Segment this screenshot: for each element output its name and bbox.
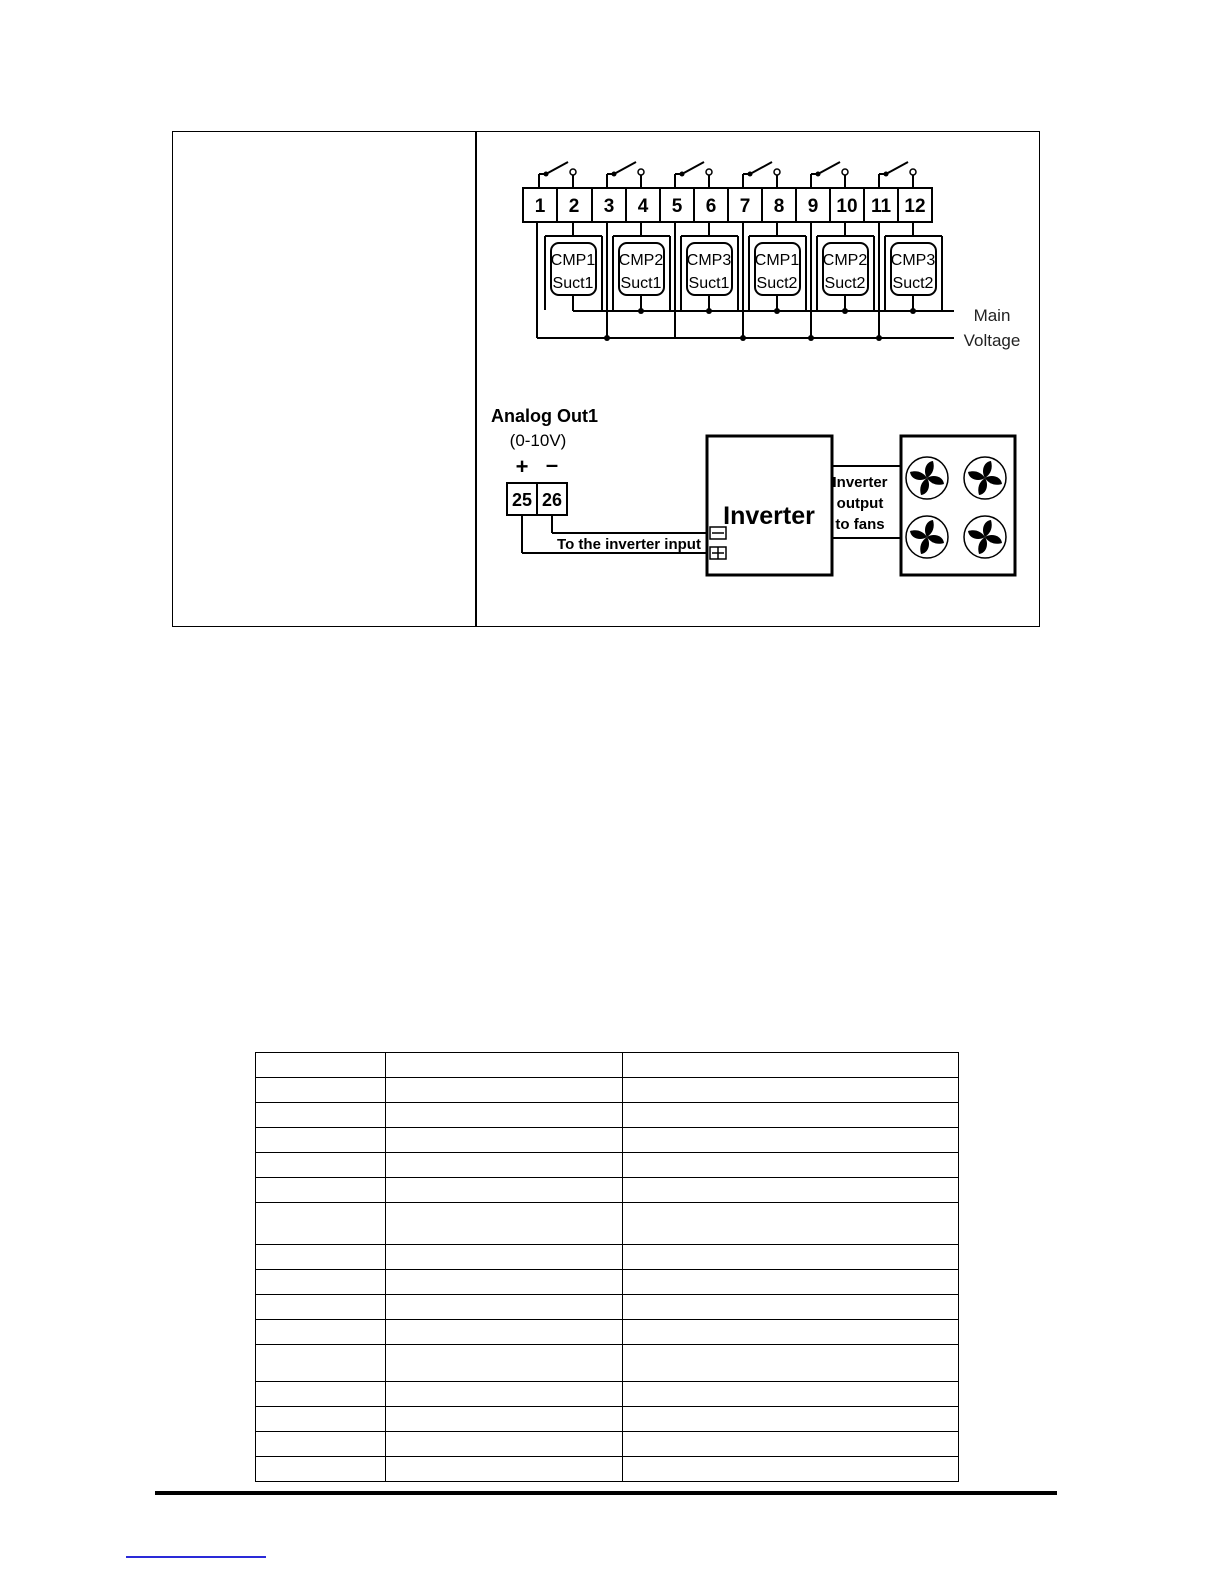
table-cell [256, 1178, 386, 1203]
table-row [256, 1053, 959, 1078]
inverter-output-label: Inverter [832, 474, 888, 491]
table-row [256, 1295, 959, 1320]
table-cell [386, 1078, 623, 1103]
terminal-label: 12 [904, 196, 926, 217]
table-row [256, 1270, 959, 1295]
fan-icon [906, 457, 948, 499]
table-row [256, 1128, 959, 1153]
terminal-label: 1 [534, 196, 546, 217]
main-voltage-label: Main [973, 306, 1011, 325]
table-cell [386, 1245, 623, 1270]
table-row [256, 1320, 959, 1345]
table-cell [623, 1320, 959, 1345]
table-cell [623, 1407, 959, 1432]
compressor-suction: Suct1 [688, 275, 730, 292]
analog-terminal-label: 25 [511, 490, 533, 510]
table-cell [256, 1103, 386, 1128]
table-cell [386, 1128, 623, 1153]
table-row [256, 1457, 959, 1482]
analog-terminal-label: 26 [541, 490, 563, 510]
compressor-suction: Suct2 [824, 275, 866, 292]
table-row [256, 1203, 959, 1245]
footer-link-underline[interactable] [126, 1556, 266, 1558]
compressor-name: CMP1 [550, 252, 596, 269]
table-cell [623, 1382, 959, 1407]
terminal-label: 10 [836, 196, 858, 217]
table-cell [623, 1270, 959, 1295]
table-row [256, 1382, 959, 1407]
terminal-label: 9 [807, 196, 819, 217]
terminal-label: 11 [870, 196, 892, 217]
table-cell [623, 1178, 959, 1203]
terminal-label: 3 [603, 196, 615, 217]
table-cell [256, 1053, 386, 1078]
compressor-name: CMP2 [822, 252, 868, 269]
inverter-label: Inverter [723, 502, 815, 530]
table-row [256, 1432, 959, 1457]
table-cell [386, 1457, 623, 1482]
compressor-suction: Suct2 [756, 275, 798, 292]
table-cell [623, 1103, 959, 1128]
terminal-label: 7 [739, 196, 751, 217]
table-cell [386, 1178, 623, 1203]
table-row [256, 1245, 959, 1270]
table-cell [623, 1053, 959, 1078]
table-cell [386, 1407, 623, 1432]
table-row [256, 1153, 959, 1178]
table-cell [256, 1432, 386, 1457]
terminal-label: 5 [671, 196, 683, 217]
table-cell [256, 1345, 386, 1382]
compressor-name: CMP2 [618, 252, 664, 269]
table-row [256, 1103, 959, 1128]
table-cell [386, 1432, 623, 1457]
fan-icon [964, 516, 1006, 558]
table-cell [256, 1203, 386, 1245]
terminal-label: 8 [773, 196, 785, 217]
fan-icon [964, 457, 1006, 499]
table-cell [256, 1382, 386, 1407]
table-row [256, 1178, 959, 1203]
table-cell [256, 1407, 386, 1432]
table-row [256, 1078, 959, 1103]
terminal-label: 6 [705, 196, 717, 217]
compressor-name: CMP3 [686, 252, 732, 269]
table-cell [256, 1078, 386, 1103]
table-cell [256, 1295, 386, 1320]
inverter-output-label: to fans [835, 516, 885, 533]
table-cell [623, 1295, 959, 1320]
table-cell [386, 1203, 623, 1245]
table-row [256, 1407, 959, 1432]
table-cell [623, 1153, 959, 1178]
minus-sign: – [545, 452, 559, 477]
table-cell [623, 1457, 959, 1482]
compressor-suction: Suct2 [892, 275, 934, 292]
table-cell [386, 1153, 623, 1178]
table-cell [386, 1320, 623, 1345]
table-cell [386, 1270, 623, 1295]
inverter-input-label: To the inverter input [557, 536, 701, 553]
table-cell [623, 1128, 959, 1153]
table-row [256, 1345, 959, 1382]
fan-icon [906, 516, 948, 558]
table-cell [256, 1457, 386, 1482]
table-cell [623, 1345, 959, 1382]
empty-table [255, 1052, 959, 1482]
table-cell [386, 1295, 623, 1320]
table-cell [256, 1153, 386, 1178]
table-cell [623, 1203, 959, 1245]
table-cell [256, 1320, 386, 1345]
table-cell [623, 1432, 959, 1457]
table-cell [386, 1103, 623, 1128]
inverter-output-label: output [836, 495, 884, 512]
main-voltage-label: Voltage [963, 331, 1021, 350]
table-cell [386, 1053, 623, 1078]
wiring-diagram [476, 150, 1036, 590]
table-cell [386, 1382, 623, 1407]
table-cell [256, 1245, 386, 1270]
table-cell [386, 1345, 623, 1382]
compressor-suction: Suct1 [620, 275, 662, 292]
analog-out-title: Analog Out1 [491, 406, 598, 426]
table-cell [623, 1245, 959, 1270]
footer-rule [155, 1491, 1057, 1495]
analog-out-range: (0-10V) [509, 431, 567, 450]
compressor-suction: Suct1 [552, 275, 594, 292]
compressor-name: CMP1 [754, 252, 800, 269]
terminal-label: 4 [637, 196, 649, 217]
terminal-label: 2 [568, 196, 580, 217]
compressor-name: CMP3 [890, 252, 936, 269]
table-cell [256, 1270, 386, 1295]
plus-sign: + [515, 454, 529, 479]
table-cell [623, 1078, 959, 1103]
table-cell [256, 1128, 386, 1153]
